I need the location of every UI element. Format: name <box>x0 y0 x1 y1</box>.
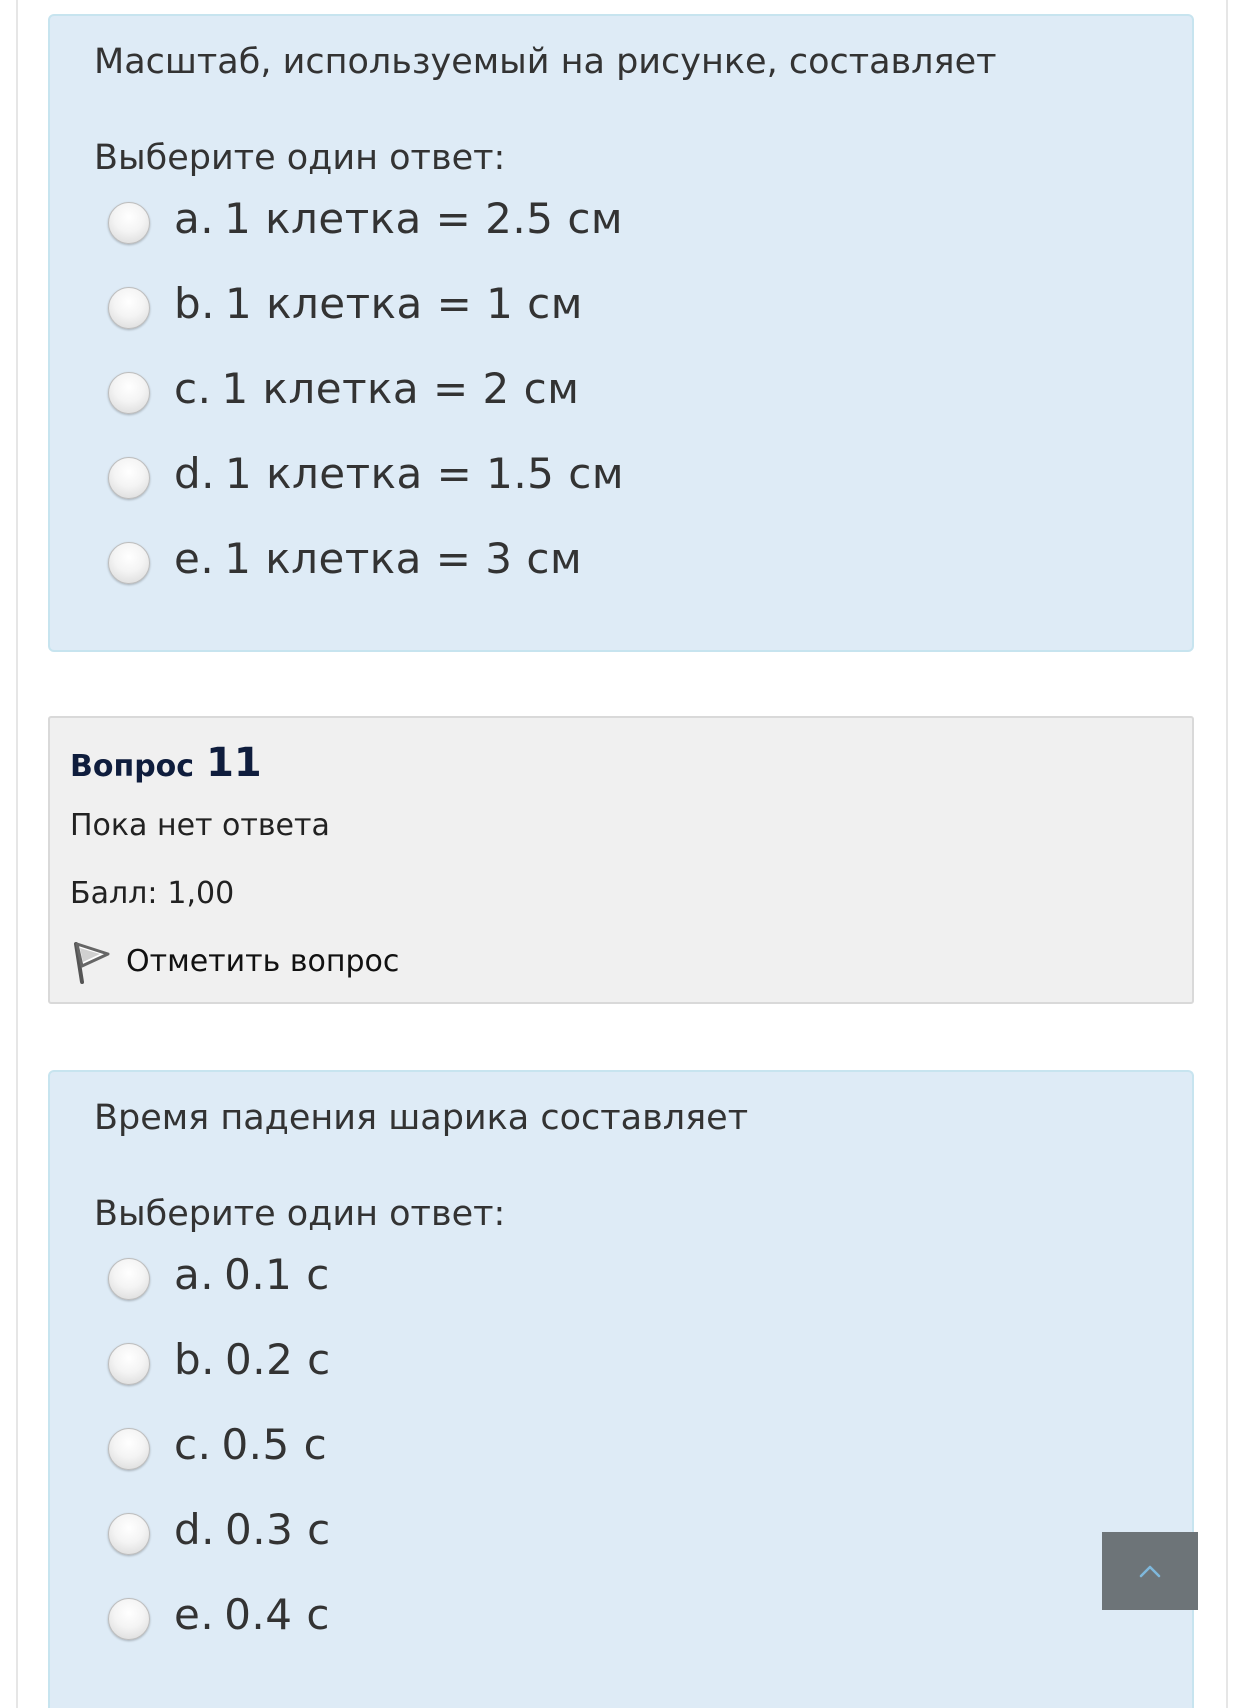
question-text: Время падения шарика составляет <box>94 1098 749 1138</box>
flag-label: Отметить вопрос <box>126 943 400 979</box>
answer-list <box>108 176 624 601</box>
answer-option-e[interactable] <box>108 516 624 601</box>
question-11-content <box>48 1070 1194 1708</box>
radio-button[interactable] <box>108 202 150 244</box>
question-number-heading <box>70 740 262 786</box>
question-11-info <box>48 716 1194 1004</box>
answer-label: 1 клетка = 1.5 см <box>225 449 625 498</box>
answer-label: 1 клетка = 1 см <box>225 279 583 328</box>
answer-option-d[interactable] <box>108 431 624 516</box>
answer-option-b[interactable] <box>108 261 624 346</box>
answer-label: 1 клетка = 2.5 см <box>224 194 624 243</box>
radio-button[interactable] <box>108 1513 150 1555</box>
flag-question-link[interactable] <box>70 938 399 984</box>
answer-letter: d. <box>174 449 216 498</box>
radio-button[interactable] <box>108 1343 150 1385</box>
answer-letter: d. <box>174 1505 216 1554</box>
answer-option-a[interactable] <box>108 176 624 261</box>
answer-label: 1 клетка = 2 см <box>221 364 580 413</box>
answer-label: 0.1 с <box>224 1250 330 1299</box>
answer-label: 0.2 с <box>225 1335 331 1384</box>
answer-list <box>108 1232 331 1657</box>
chevron-up-icon <box>1138 1564 1162 1578</box>
answer-prompt: Выберите один ответ: <box>94 1194 506 1234</box>
answer-option-a[interactable] <box>108 1232 331 1317</box>
grade-value: 1,00 <box>167 876 235 911</box>
radio-button[interactable] <box>108 287 150 329</box>
answer-option-d[interactable] <box>108 1487 331 1572</box>
answer-prompt: Выберите один ответ: <box>94 138 506 178</box>
radio-button[interactable] <box>108 372 150 414</box>
answer-letter: a. <box>174 194 215 243</box>
answer-letter: e. <box>174 1590 215 1639</box>
scroll-to-top-button[interactable] <box>1102 1532 1198 1610</box>
answer-letter: a. <box>174 1250 215 1299</box>
answer-letter: c. <box>174 1420 212 1469</box>
answer-letter: b. <box>174 279 216 328</box>
answer-option-b[interactable] <box>108 1317 331 1402</box>
grade-label: Балл: <box>70 876 158 911</box>
answer-label: 0.4 с <box>224 1590 330 1639</box>
question-title-word: Вопрос <box>70 749 195 784</box>
answer-option-c[interactable] <box>108 1402 331 1487</box>
answer-letter: c. <box>174 364 212 413</box>
page-border-right <box>1226 0 1228 1708</box>
question-status: Пока нет ответа <box>70 808 330 843</box>
answer-label: 0.5 с <box>221 1420 328 1469</box>
radio-button[interactable] <box>108 457 150 499</box>
radio-button[interactable] <box>108 1258 150 1300</box>
question-number: 11 <box>206 740 262 786</box>
flag-icon[interactable] <box>70 938 114 984</box>
answer-option-e[interactable] <box>108 1572 331 1657</box>
radio-button[interactable] <box>108 1428 150 1470</box>
answer-label: 0.3 с <box>225 1505 331 1554</box>
question-text: Масштаб, используемый на рисунке, составляет <box>94 42 997 82</box>
answer-option-c[interactable] <box>108 346 624 431</box>
page-border-left <box>16 0 18 1708</box>
question-grade <box>70 876 234 911</box>
answer-letter: b. <box>174 1335 216 1384</box>
radio-button[interactable] <box>108 1598 150 1640</box>
answer-letter: e. <box>174 534 215 583</box>
question-10-content <box>48 14 1194 652</box>
answer-label: 1 клетка = 3 см <box>224 534 583 583</box>
radio-button[interactable] <box>108 542 150 584</box>
